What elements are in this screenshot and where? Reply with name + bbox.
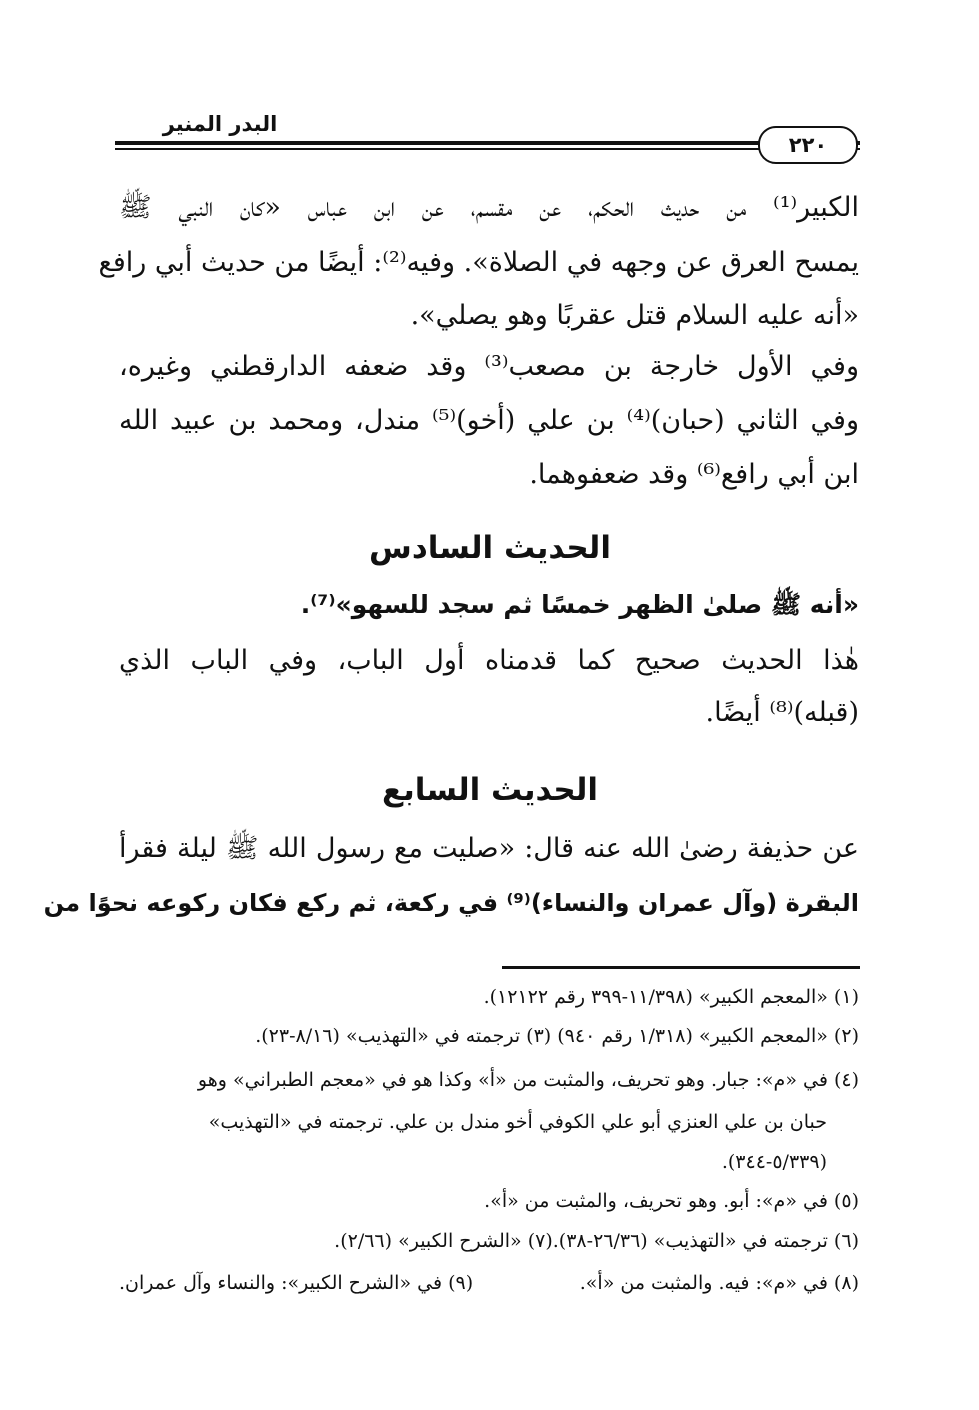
body-line: هٰذا الحديث صحيح كما قدمناه أول الباب، وفي الباب الذي	[119, 645, 859, 676]
footnote-4-cont: حبان بن علي العنزي أبو علي الكوفي أخو مندل بن علي. ترجمته في «التهذيب»	[208, 1111, 827, 1133]
body-line: وفي الأول خارجة بن مصعب⁽³⁾ وقد ضعفه الدارقطني وغيره،	[119, 351, 859, 382]
body-line: «أنه عليه السلام قتل عقربًا وهو يصلي».	[410, 300, 859, 331]
hadith-6-heading: الحديث السادس	[369, 530, 611, 566]
footnote-8-9	[119, 1268, 859, 1298]
footnote-8: (٨) في «م»: فيه. والمثبت من «أ».	[579, 1272, 859, 1294]
body-line: يمسح العرق عن وجهه في الصلاة». وفيه⁽²⁾: أيضًا من حديث أبي رافع	[98, 247, 859, 278]
footnote-separator	[502, 966, 860, 969]
header-rule-bottom	[115, 148, 760, 150]
body-line: عن حذيفة رضىٰ الله عنه قال: «صليت مع رسول الله ﷺ ليلة فقرأ	[119, 833, 859, 864]
page-number: ٢٢٠	[758, 126, 858, 164]
book-title: البدر المنير	[162, 112, 278, 136]
body-line: وفي الثاني (حبان)⁽⁴⁾ بن علي (أخو)⁽⁵⁾ مندل، ومحمد بن عبيد الله	[119, 405, 860, 436]
footnote-4: (٤) في «م»: جبار. وهو تحريف، والمثبت من «أ» وكذا هو في «معجم الطبراني» وهو	[197, 1069, 859, 1091]
body-line: ابن أبي رافع⁽⁶⁾ وقد ضعفوهما.	[529, 459, 859, 490]
header-rule-top	[115, 141, 760, 145]
footnote-5: (٥) في «م»: أبو. وهو تحريف، والمثبت من «أ».	[484, 1190, 859, 1212]
hadith-7-heading: الحديث السابع	[381, 772, 599, 808]
footnote-9: (٩) في «الشرح الكبير»: والنساء وآل عمران.	[119, 1272, 474, 1294]
footnote-2-3: (٢) «المعجم الكبير» (١/٣١٨ رقم ٩٤٠) (٣) ترجمته في «التهذيب» (٨/١٦-٢٣).	[255, 1025, 859, 1047]
body-line: (قبله)⁽⁸⁾ أيضًا.	[705, 697, 859, 728]
footnote-4-cont: (٥/٣٣٩-٣٤٤).	[721, 1151, 827, 1173]
footnote-1: (١) «المعجم الكبير» (١١/٣٩٨-٣٩٩ رقم ١٢١٢٢).	[483, 986, 859, 1008]
hadith-6-quote: «أنه ﷺ صلىٰ الظهر خمسًا ثم سجد للسهو»⁽⁷⁾.	[300, 590, 859, 619]
body-line: البقرة (وآل عمران والنساء)⁽⁹⁾ في ركعة، ثم ركع فكان ركوعه نحوًا من	[43, 889, 859, 917]
footnote-6-7: (٦) ترجمته في «التهذيب» (٢٦/٣٦-٣٨).(٧) «الشرح الكبير» (٢/٦٦).	[334, 1230, 859, 1252]
body-line: الكبير⁽¹⁾ من حديث الحكم، عن مقسم، عن ابن عباس «كان النبي ﷺ	[119, 192, 859, 223]
